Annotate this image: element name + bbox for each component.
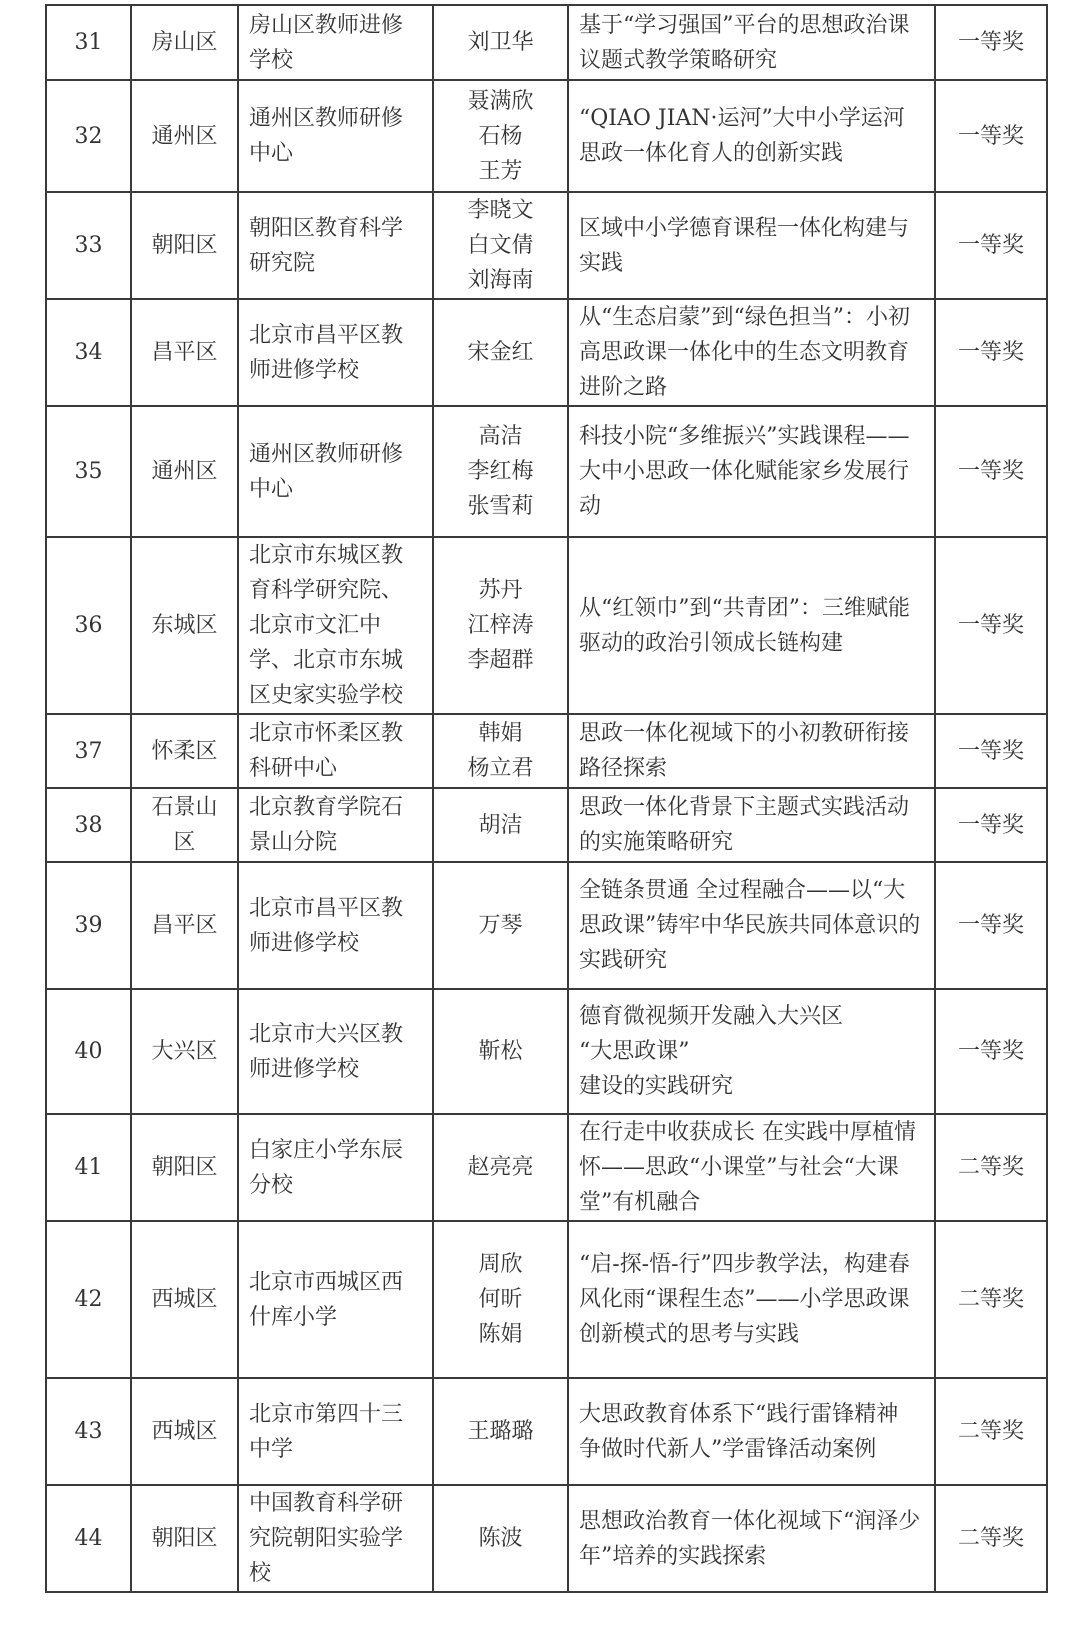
district-cell: 石景山区 xyxy=(131,788,238,862)
district-cell: 朝阳区 xyxy=(131,1114,238,1221)
table-row xyxy=(46,537,1047,714)
unit-cell: 北京市西城区西什库小学 xyxy=(238,1221,433,1378)
author-name: 周欣 xyxy=(478,1252,523,1277)
row-number-cell: 37 xyxy=(46,714,131,788)
authors-cell xyxy=(433,299,568,406)
unit-cell: 北京市大兴区教师进修学校 xyxy=(238,989,433,1114)
authors-cell xyxy=(433,989,568,1114)
title-cell: 思政一体化背景下主题式实践活动的实施策略研究 xyxy=(568,788,935,862)
district-cell: 西城区 xyxy=(131,1378,238,1485)
title-cell: “启-探-悟-行”四步教学法，构建春 风化雨“课程生态”——小学思政课创新模式的思考与实践 xyxy=(568,1221,935,1378)
author-name: 刘卫华 xyxy=(467,30,534,55)
row-number-cell: 35 xyxy=(46,406,131,537)
author-name: 聂满欣 xyxy=(467,88,534,114)
authors-cell xyxy=(433,80,568,192)
award-level-cell: 一等奖 xyxy=(935,537,1047,714)
row-number-cell: 41 xyxy=(46,1114,131,1221)
district-cell: 大兴区 xyxy=(131,989,238,1114)
table-row xyxy=(46,80,1047,192)
author-name: 韩娟 xyxy=(478,721,523,746)
award-level-cell: 一等奖 xyxy=(935,5,1047,80)
district-cell: 通州区 xyxy=(131,80,238,192)
author-name: 杨立君 xyxy=(467,756,534,781)
unit-cell: 北京市昌平区教师进修学校 xyxy=(238,862,433,989)
unit-cell: 北京市东城区教育科学研究院、北京市文汇中学、北京市东城区史家实验学校 xyxy=(238,537,433,714)
award-level-cell: 一等奖 xyxy=(935,989,1047,1114)
table-row xyxy=(46,714,1047,788)
row-number-cell: 31 xyxy=(46,5,131,80)
title-line: 建设的实践研究 xyxy=(579,1074,734,1099)
author-name: 胡洁 xyxy=(478,812,523,838)
unit-cell: 北京市第四十三中学 xyxy=(238,1378,433,1485)
table-row xyxy=(46,192,1047,299)
district-cell: 东城区 xyxy=(131,537,238,714)
title-cell xyxy=(568,989,935,1114)
awards-table-body xyxy=(46,5,1047,1592)
title-cell: 大思政教育体系下“践行雷锋精神 争做时代新人”学雷锋活动案例 xyxy=(568,1378,935,1485)
district-cell: 昌平区 xyxy=(131,299,238,406)
district-cell: 朝阳区 xyxy=(131,192,238,299)
author-name: 张雪莉 xyxy=(467,494,534,519)
author-name: 苏丹 xyxy=(478,578,523,603)
authors-cell xyxy=(433,192,568,299)
award-level-cell: 一等奖 xyxy=(935,862,1047,989)
award-level-cell: 二等奖 xyxy=(935,1114,1047,1221)
author-name: 王璐璐 xyxy=(467,1419,534,1444)
award-level-cell: 一等奖 xyxy=(935,80,1047,192)
table-row xyxy=(46,989,1047,1114)
author-name: 陈娟 xyxy=(478,1322,523,1347)
row-number-cell: 36 xyxy=(46,537,131,714)
authors-cell xyxy=(433,714,568,788)
author-name: 万琴 xyxy=(478,913,523,938)
unit-cell: 北京市怀柔区教科研中心 xyxy=(238,714,433,788)
author-name: 靳松 xyxy=(478,1039,523,1064)
unit-cell: 房山区教师进修学校 xyxy=(238,5,433,80)
table-row xyxy=(46,1114,1047,1221)
author-name: 李晓文 xyxy=(467,198,534,223)
awards-table xyxy=(45,4,1048,1593)
table-row xyxy=(46,1485,1047,1592)
author-name: 何昕 xyxy=(478,1287,523,1312)
award-level-cell: 二等奖 xyxy=(935,1378,1047,1485)
author-name: 高洁 xyxy=(478,424,523,449)
row-number-cell: 40 xyxy=(46,989,131,1114)
title-line: 德育微视频开发融入大兴区 xyxy=(579,1004,844,1029)
title-cell: “QIAO JIAN·运河”大中小学运河思政一体化育人的创新实践 xyxy=(568,80,935,192)
title-cell: 思政一体化视域下的小初教研衔接路径探索 xyxy=(568,714,935,788)
authors-cell xyxy=(433,1114,568,1221)
author-name: 刘海南 xyxy=(467,268,534,293)
district-cell: 昌平区 xyxy=(131,862,238,989)
title-cell: 从“生态启蒙”到“绿色担当”：小初高思政课一体化中的生态文明教育进阶之路 xyxy=(568,299,935,406)
authors-cell xyxy=(433,5,568,80)
table-row xyxy=(46,1378,1047,1485)
district-cell: 朝阳区 xyxy=(131,1485,238,1592)
award-level-cell: 一等奖 xyxy=(935,406,1047,537)
district-cell: 怀柔区 xyxy=(131,714,238,788)
row-number-cell: 38 xyxy=(46,788,131,862)
table-row xyxy=(46,788,1047,862)
award-level-cell: 二等奖 xyxy=(935,1485,1047,1592)
award-level-cell: 二等奖 xyxy=(935,1221,1047,1378)
unit-cell: 中国教育科学研究院朝阳实验学校 xyxy=(238,1485,433,1592)
title-cell: 从“红领巾”到“共青团”：三维赋能驱动的政治引领成长链构建 xyxy=(568,537,935,714)
award-level-cell: 一等奖 xyxy=(935,788,1047,862)
table-row xyxy=(46,299,1047,406)
award-level-cell: 一等奖 xyxy=(935,192,1047,299)
unit-cell: 通州区教师研修中心 xyxy=(238,80,433,192)
unit-cell: 北京市昌平区教师进修学校 xyxy=(238,299,433,406)
unit-cell: 白家庄小学东辰分校 xyxy=(238,1114,433,1221)
row-number-cell: 43 xyxy=(46,1378,131,1485)
title-line: “大思政课” xyxy=(579,1039,690,1064)
table-row xyxy=(46,5,1047,80)
row-number-cell: 32 xyxy=(46,80,131,192)
authors-cell xyxy=(433,862,568,989)
title-cell: 基于“学习强国”平台的思想政治课议题式教学策略研究 xyxy=(568,5,935,80)
table-row xyxy=(46,862,1047,989)
district-cell: 通州区 xyxy=(131,406,238,537)
unit-cell: 北京教育学院石景山分院 xyxy=(238,788,433,862)
row-number-cell: 33 xyxy=(46,192,131,299)
row-number-cell: 44 xyxy=(46,1485,131,1592)
author-name: 王芳 xyxy=(478,158,523,184)
award-level-cell: 一等奖 xyxy=(935,714,1047,788)
award-level-cell: 一等奖 xyxy=(935,299,1047,406)
authors-cell xyxy=(433,537,568,714)
author-name: 白文倩 xyxy=(467,233,534,258)
title-cell: 科技小院“多维振兴”实践课程——大中小思政一体化赋能家乡发展行动 xyxy=(568,406,935,537)
authors-cell xyxy=(433,1378,568,1485)
authors-cell xyxy=(433,406,568,537)
title-cell: 区域中小学德育课程一体化构建与实践 xyxy=(568,192,935,299)
title-cell: 在行走中收获成长 在实践中厚植情怀——思政“小课堂”与社会“大课堂”有机融合 xyxy=(568,1114,935,1221)
author-name: 李超群 xyxy=(467,648,534,673)
title-cell: 全链条贯通 全过程融合——以“大思政课”铸牢中华民族共同体意识的实践研究 xyxy=(568,862,935,989)
unit-cell: 朝阳区教育科学研究院 xyxy=(238,192,433,299)
row-number-cell: 34 xyxy=(46,299,131,406)
title-cell: 思想政治教育一体化视域下“润泽少年”培养的实践探索 xyxy=(568,1485,935,1592)
row-number-cell: 39 xyxy=(46,862,131,989)
author-name: 赵亮亮 xyxy=(467,1155,534,1180)
row-number-cell: 42 xyxy=(46,1221,131,1378)
authors-cell xyxy=(433,1221,568,1378)
district-cell: 房山区 xyxy=(131,5,238,80)
author-name: 宋金红 xyxy=(467,340,534,365)
table-row xyxy=(46,406,1047,537)
authors-cell xyxy=(433,1485,568,1592)
author-name: 江梓涛 xyxy=(467,613,534,638)
author-name: 陈波 xyxy=(478,1526,523,1551)
author-name: 李红梅 xyxy=(467,459,534,484)
authors-cell xyxy=(433,788,568,862)
table-row xyxy=(46,1221,1047,1378)
author-name: 石杨 xyxy=(478,123,523,149)
unit-cell: 通州区教师研修中心 xyxy=(238,406,433,537)
district-cell: 西城区 xyxy=(131,1221,238,1378)
